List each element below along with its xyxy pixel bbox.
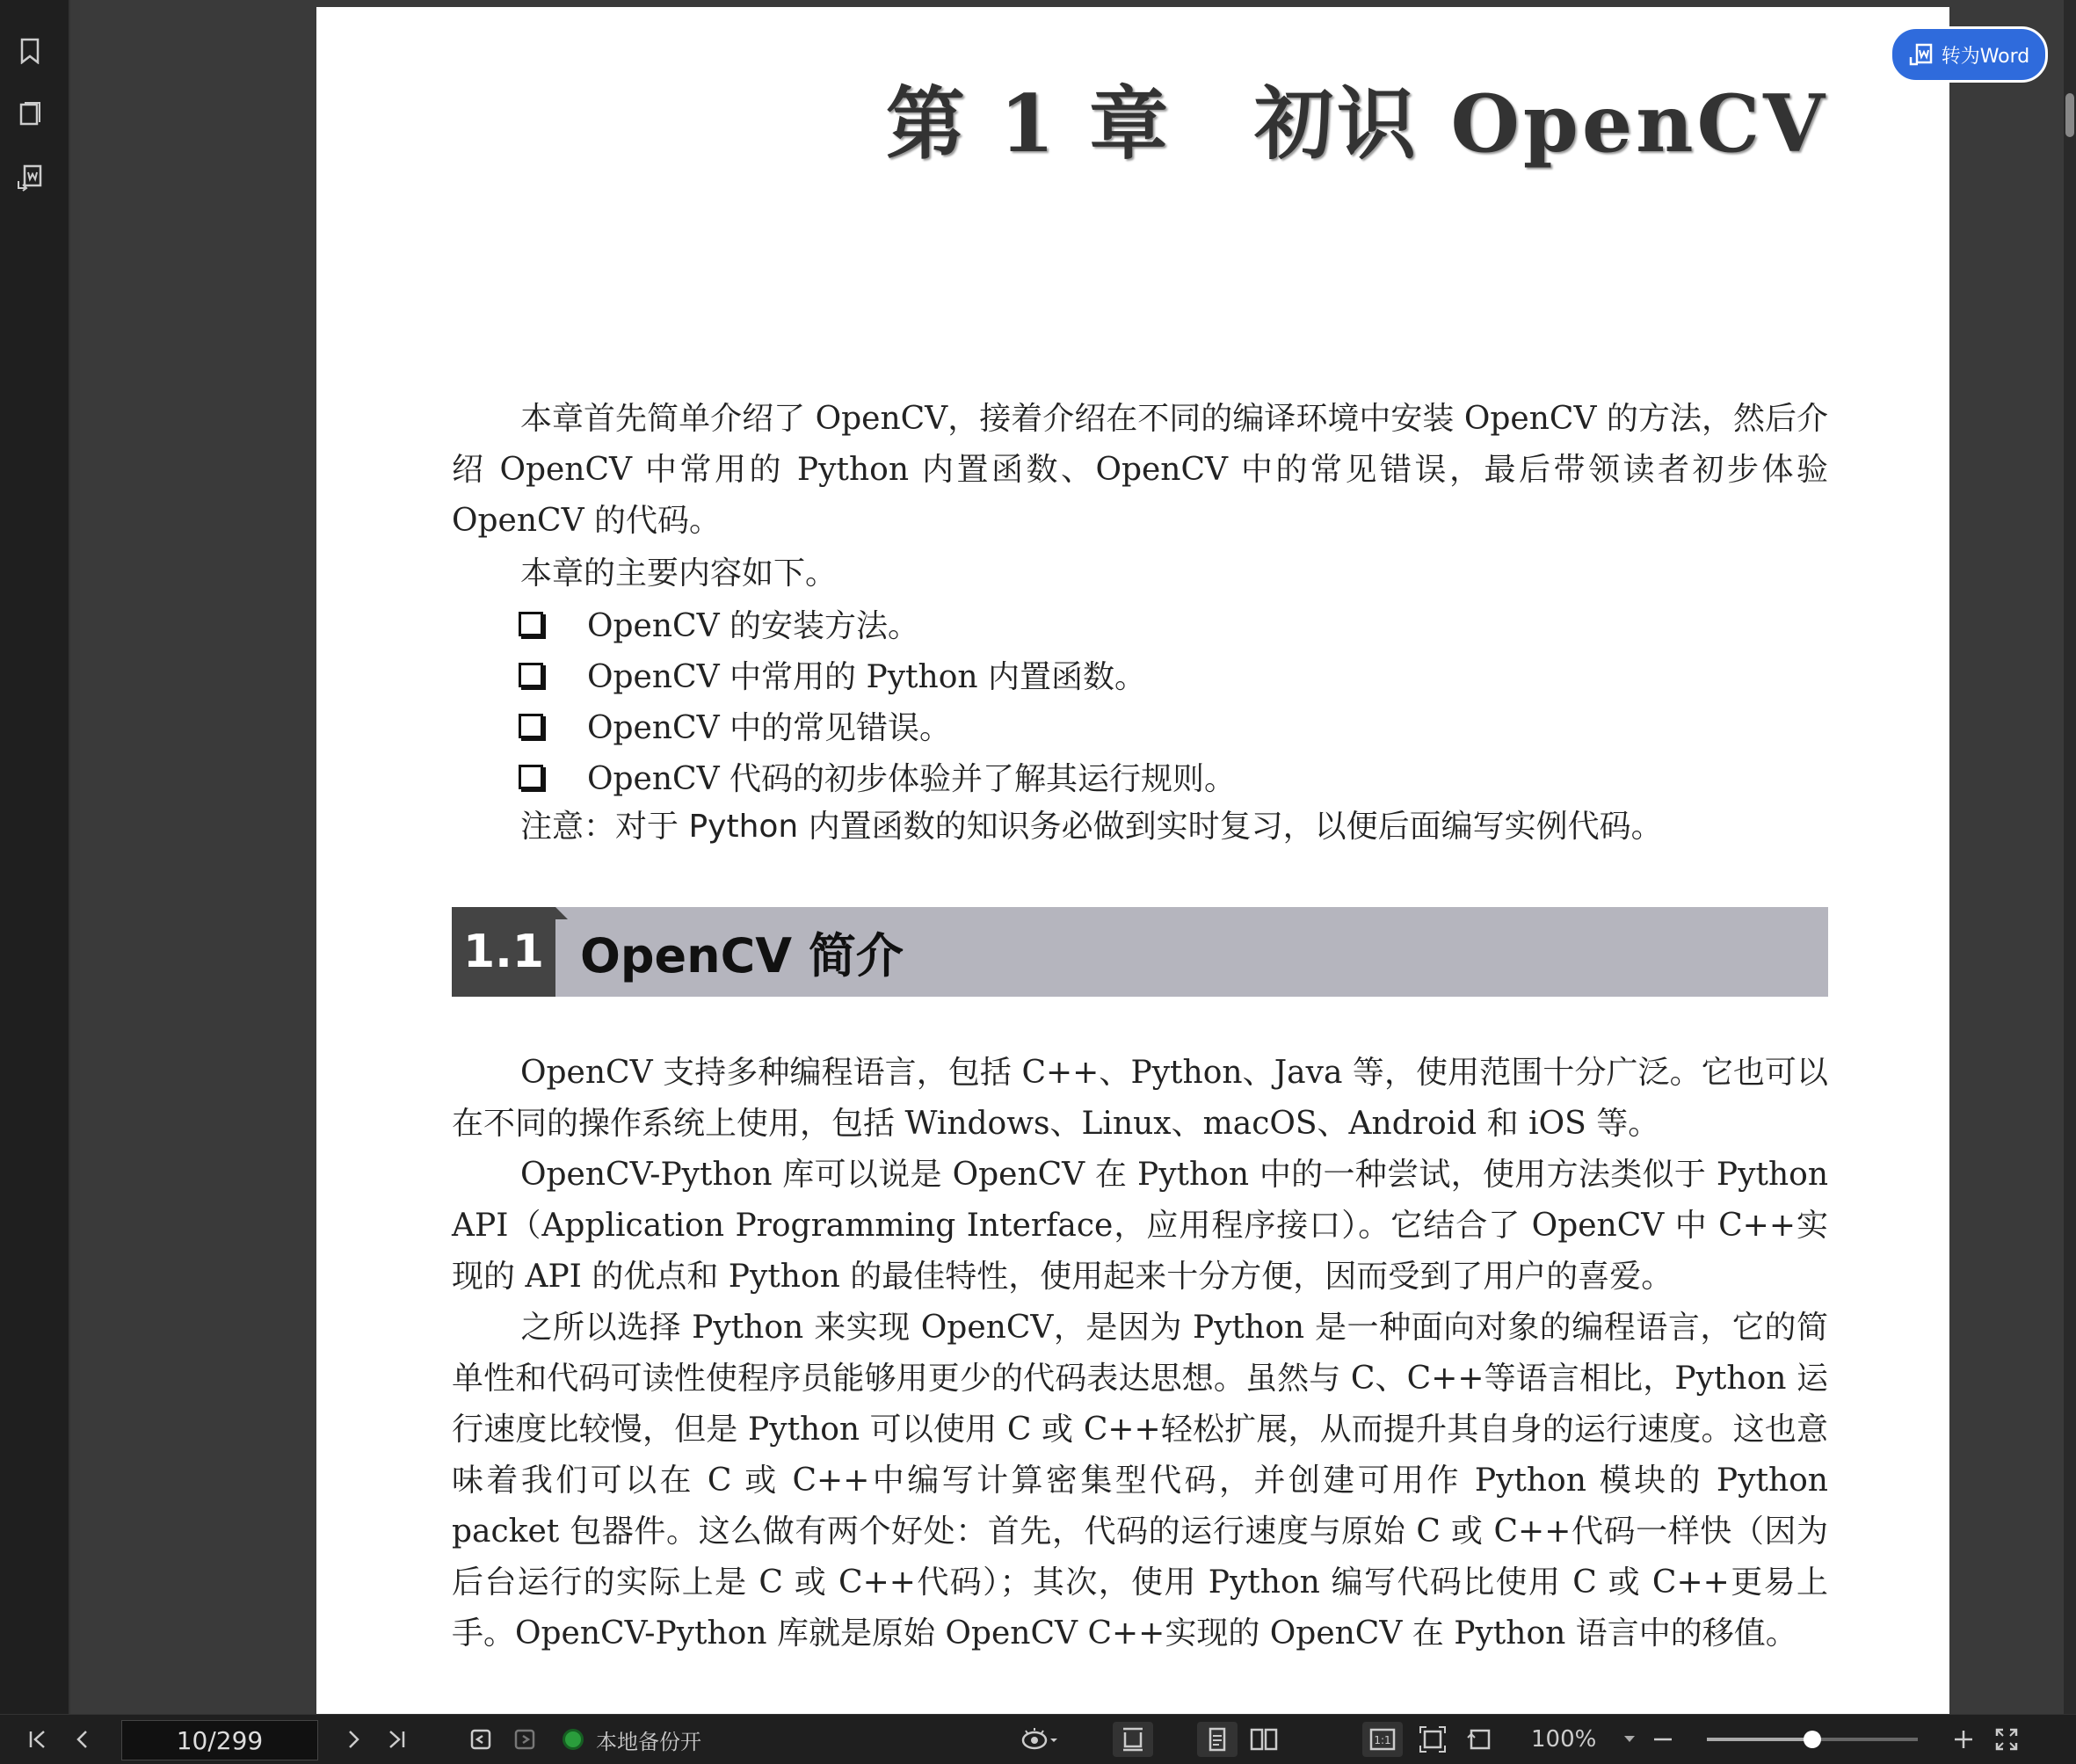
bullet-item	[519, 703, 951, 748]
chapter-title: 第 1 章 初识 OpenCV	[885, 77, 1828, 171]
fit-page-icon[interactable]	[1415, 1724, 1450, 1755]
bullet-text: OpenCV 中的常见错误。	[587, 710, 952, 746]
bookmark-icon[interactable]	[12, 33, 47, 69]
convert-icon[interactable]	[12, 160, 47, 195]
checkbox-icon	[519, 663, 543, 687]
backup-label: 本地备份开	[596, 1729, 701, 1754]
zoom-slider[interactable]	[1707, 1738, 1918, 1741]
double-page-icon[interactable]	[1246, 1724, 1281, 1755]
zoom-in-icon[interactable]	[1949, 1724, 1978, 1755]
note-text: 注意：对于 Python 内置函数的知识务必做到实时复习，以便后面编写实例代码。	[520, 809, 1663, 845]
actual-size-button[interactable]	[1362, 1722, 1403, 1757]
left-sidebar	[0, 0, 70, 1714]
body-paragraph	[452, 1048, 1828, 1150]
section-title: OpenCV 简介	[580, 927, 904, 984]
first-page-icon[interactable]	[25, 1724, 51, 1755]
status-dot-icon	[563, 1729, 584, 1750]
svg-text:1:1: 1:1	[1374, 1734, 1391, 1746]
back-history-icon[interactable]	[466, 1724, 496, 1755]
zoom-label: 100%	[1531, 1726, 1597, 1753]
body-paragraph	[452, 1303, 1828, 1659]
document-page	[316, 7, 1949, 1714]
convert-to-word-button[interactable]	[1890, 26, 2048, 83]
paragraph-text: OpenCV 支持多种编程语言，包括 C++、Python、Java 等，使用范围十分广泛。它也可以在不同的操作系统上使用，包括 Windows、Linux、macOS、Android 和 iOS 等。	[452, 1055, 1828, 1142]
zoom-out-icon[interactable]	[1649, 1724, 1677, 1755]
checkbox-icon	[519, 765, 543, 789]
forward-history-icon[interactable]	[510, 1724, 540, 1755]
last-page-icon[interactable]	[383, 1724, 410, 1755]
contents-intro	[452, 548, 1828, 599]
body-paragraph	[452, 1150, 1828, 1303]
fit-width-button[interactable]	[1113, 1722, 1153, 1757]
scroll-thumb[interactable]	[2065, 93, 2074, 137]
local-backup-status[interactable]	[563, 1724, 701, 1755]
note	[452, 802, 1828, 853]
bullet-item	[519, 754, 1236, 799]
page-number-input[interactable]	[121, 1720, 318, 1760]
bullet-item	[519, 601, 919, 646]
zoom-slider-fill	[1707, 1738, 1812, 1741]
zoom-level[interactable]	[1531, 1724, 1596, 1755]
checkbox-icon	[519, 714, 543, 738]
zoom-dropdown-icon[interactable]	[1619, 1724, 1640, 1755]
bullet-text: OpenCV 代码的初步体验并了解其运行规则。	[587, 761, 1237, 797]
paragraph-text: 之所以选择 Python 来实现 OpenCV，是因为 Python 是一种面向对象的编程语言，它的简单性和代码可读性使程序员能够用更少的代码表达思想。虽然与 C、C++等语言相比，Python 运行速度比较慢，但是 Python 可以使用 C 或 C++轻松扩展，从而提升其自身的运行速度。这也意味着我们可以在 C 或 C++中编写计算密集型代码，并创建可用作 Python 模块的 Python packet 包器件。这么做有两个好处：首先，代码的运行速度与原始 C 或 C++代码一样快（因为后台运行的实际上是 C 或 C++代码）；其次，使用 Python 编写代码比使用 C 或 C++更易上手。OpenCV-Python 库就是原始 OpenCV C++实现的 OpenCV 在 Python 语言中的移值。	[452, 1310, 1828, 1651]
intro-text: 本章首先简单介绍了 OpenCV，接着介绍在不同的编译环境中安装 OpenCV 的方法，然后介绍 OpenCV 中常用的 Python 内置函数、OpenCV 中的常见错误，最后带领读者初步体验 OpenCV 的代码。	[452, 401, 1828, 539]
prev-page-icon[interactable]	[69, 1724, 95, 1755]
thumbnail-icon[interactable]	[12, 97, 47, 132]
zoom-slider-knob[interactable]	[1804, 1731, 1821, 1748]
checkbox-icon	[519, 612, 543, 636]
bottom-toolbar	[0, 1714, 2076, 1764]
bullet-item	[519, 652, 1146, 697]
paragraph-text: OpenCV-Python 库可以说是 OpenCV 在 Python 中的一种尝试，使用方法类似于 Python API（Application Programming Interface，应用程序接口）。它结合了 OpenCV 中 C++实现的 API 的优点和 Python 的最佳特性，使用起来十分方便，因而受到了用户的喜爱。	[452, 1157, 1828, 1295]
next-page-icon[interactable]	[341, 1724, 367, 1755]
word-icon	[1908, 41, 1934, 68]
section-number: 1.1	[452, 907, 555, 997]
contents-intro-text: 本章的主要内容如下。	[520, 555, 838, 592]
vertical-scrollbar[interactable]	[2064, 0, 2076, 1714]
section-heading	[452, 907, 1828, 997]
bullet-text: OpenCV 中常用的 Python 内置函数。	[587, 659, 1146, 695]
convert-to-word-label: 转为Word	[1941, 45, 2030, 68]
rotate-icon[interactable]	[1463, 1724, 1498, 1755]
document-viewer[interactable]	[70, 0, 2064, 1714]
fullscreen-icon[interactable]	[1992, 1724, 2022, 1755]
single-page-button[interactable]	[1197, 1722, 1238, 1757]
eye-care-icon[interactable]	[1018, 1724, 1062, 1755]
bullet-text: OpenCV 的安装方法。	[587, 608, 920, 644]
intro-paragraph	[452, 394, 1828, 547]
